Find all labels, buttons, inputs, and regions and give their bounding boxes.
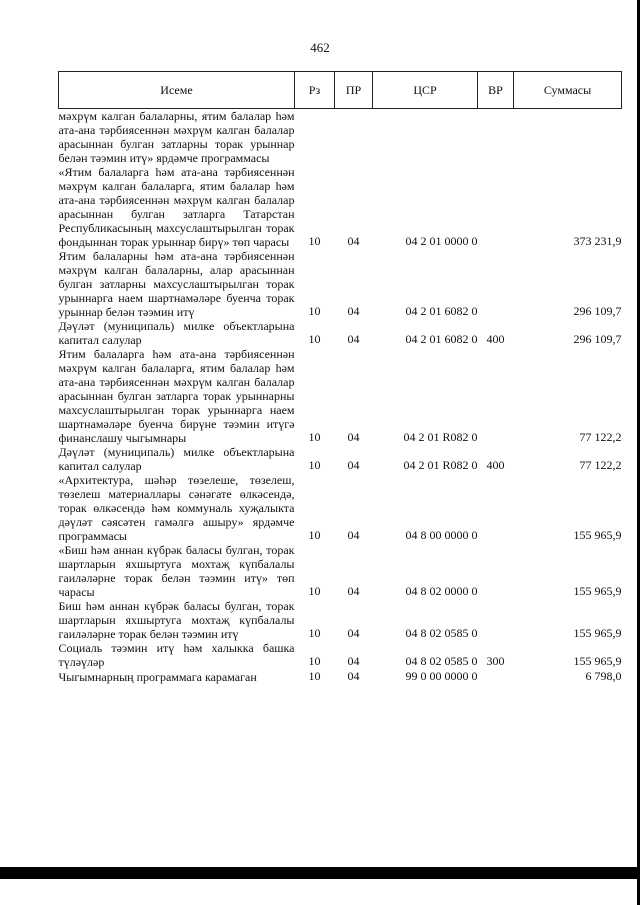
row-csr — [373, 109, 478, 166]
header-name: Исеме — [59, 72, 295, 109]
row-name: Социаль тәэмин итү һәм халыкка башка түләүләр — [58, 641, 295, 669]
row-vr — [478, 109, 514, 166]
row-rz: 10 — [308, 626, 321, 640]
row-name: Биш һәм аннан күбрәк баласы булган, торак шартларын яхшыртуга мохтаҗ күпбалалы гаиләләрне торак белән тәэмин итү — [58, 599, 295, 641]
table-row — [59, 109, 622, 166]
table-row — [59, 249, 622, 319]
row-pr: 04 — [347, 332, 360, 346]
row-vr — [478, 347, 514, 445]
row-rz: 10 — [308, 332, 321, 346]
row-name: Дәүләт (муниципаль) милке объектларына капитал салулар — [58, 445, 295, 473]
row-sum — [514, 109, 622, 166]
row-rz: 10 — [308, 654, 321, 668]
row-rz: 10 — [308, 669, 321, 683]
row-pr: 04 — [347, 669, 360, 683]
header-rz: Рз — [295, 72, 335, 109]
row-rz: 10 — [308, 584, 321, 598]
row-vr: 400 — [486, 332, 505, 346]
row-csr: 04 8 02 0585 0 — [405, 654, 478, 668]
row-sum: 155 965,9 — [573, 654, 622, 668]
row-pr: 04 — [347, 304, 360, 318]
scan-border-bottom — [0, 867, 640, 879]
row-rz — [295, 109, 335, 166]
row-name: Ятим балаларга һәм ата-ана тәрбиясеннән мәхрүм калган балаларга, ятим балалар һәм ата-ана тәрбиясеннән мәхрүм калган балалар арасыннан булган затларга торак урыннарны махсуслаштырылган торак урыннарга наем шартнамәләре буенча бирүне тәэмин итүгә финанслашу чыгымнары — [58, 347, 295, 445]
row-vr — [478, 165, 514, 249]
row-sum: 6 798,0 — [585, 669, 622, 683]
row-rz: 10 — [308, 458, 321, 472]
row-vr — [478, 599, 514, 641]
row-name: «Ятим балаларга һәм ата-ана тәрбиясеннән мәхрүм калган балаларга, ятим балалар һәм ата-ана тәрбиясеннән мәхрүм калган балалар арасыннан булган затларга Татарстан Республикасының махсуслаштырылган торак фондыннан торак урыннар бирү» төп чарасы — [58, 165, 295, 249]
table-row — [59, 599, 622, 641]
row-csr: 99 0 00 0000 0 — [405, 669, 478, 683]
header-pr: ПР — [335, 72, 373, 109]
row-vr — [478, 249, 514, 319]
row-rz: 10 — [308, 528, 321, 542]
table-row — [59, 473, 622, 543]
row-name: мәхрүм калган балаларны, ятим балалар һәм ата-ана тәрбиясеннән мәхрүм калган балалар арасыннан булган затларны торак урыннар белән тәэмин итү» ярдәмче программасы — [58, 109, 295, 165]
table-row — [59, 445, 622, 473]
row-sum: 373 231,9 — [573, 234, 622, 248]
row-sum: 296 109,7 — [573, 332, 622, 346]
table-row — [59, 543, 622, 599]
row-csr: 04 2 01 6082 0 — [405, 304, 478, 318]
table-row — [59, 165, 622, 249]
row-csr: 04 8 02 0000 0 — [405, 584, 478, 598]
row-name: Чыгымнарның программага карамаган — [58, 670, 257, 684]
row-pr: 04 — [347, 626, 360, 640]
row-sum: 77 122,2 — [579, 430, 622, 444]
row-sum: 77 122,2 — [579, 458, 622, 472]
header-csr: ЦСР — [373, 72, 478, 109]
row-pr: 04 — [347, 528, 360, 542]
table-header-row — [59, 72, 622, 109]
header-vr: ВР — [478, 72, 514, 109]
row-vr — [478, 669, 514, 684]
row-rz: 10 — [308, 234, 321, 248]
row-vr: 400 — [486, 458, 505, 472]
row-csr: 04 2 01 0000 0 — [405, 234, 478, 248]
row-csr: 04 2 01 R082 0 — [403, 458, 478, 472]
row-rz: 10 — [308, 304, 321, 318]
budget-table — [58, 71, 622, 684]
row-csr: 04 8 02 0585 0 — [405, 626, 478, 640]
row-pr: 04 — [347, 458, 360, 472]
row-csr: 04 2 01 R082 0 — [403, 430, 478, 444]
table-row — [59, 347, 622, 445]
table-row — [59, 669, 622, 684]
row-name: Ятим балаларны һәм ата-ана тәрбиясеннән мәхрүм калган балаларны, алар арасыннан булган затларны махсуслаштырылган торак урыннарга наем шартнамәләре буенча торак урыннар белән тәэмин итү — [58, 249, 295, 319]
page-number: 462 — [310, 40, 330, 55]
row-sum: 155 965,9 — [573, 528, 622, 542]
row-name: Дәүләт (муниципаль) милке объектларына капитал салулар — [58, 319, 295, 347]
row-sum: 155 965,9 — [573, 626, 622, 640]
row-sum: 155 965,9 — [573, 584, 622, 598]
row-pr: 04 — [347, 234, 360, 248]
row-vr: 300 — [486, 654, 505, 668]
table-row — [59, 641, 622, 669]
row-pr: 04 — [347, 654, 360, 668]
row-csr: 04 8 00 0000 0 — [405, 528, 478, 542]
header-sum: Суммасы — [514, 72, 622, 109]
row-pr: 04 — [347, 430, 360, 444]
row-sum: 296 109,7 — [573, 304, 622, 318]
row-name: «Биш һәм аннан күбрәк баласы булган, торак шартларын яхшыртуга мохтаҗ күпбалалы гаиләләрне торак белән тәэмин итү» төп чарасы — [58, 543, 295, 599]
row-pr: 04 — [347, 584, 360, 598]
row-name: «Архитектура, шәһәр төзелеше, төзелеш, төзелеш материаллары сәнәгате өлкәсендә, торак өлкәсендә һәм коммуналь хуҗалыкта дәүләт сәясәтен гамәлгә ашыру» ярдәмче программасы — [58, 473, 295, 543]
table-row — [59, 319, 622, 347]
row-vr — [478, 473, 514, 543]
row-pr — [335, 109, 373, 166]
row-rz: 10 — [308, 430, 321, 444]
row-vr — [478, 543, 514, 599]
row-csr: 04 2 01 6082 0 — [405, 332, 478, 346]
